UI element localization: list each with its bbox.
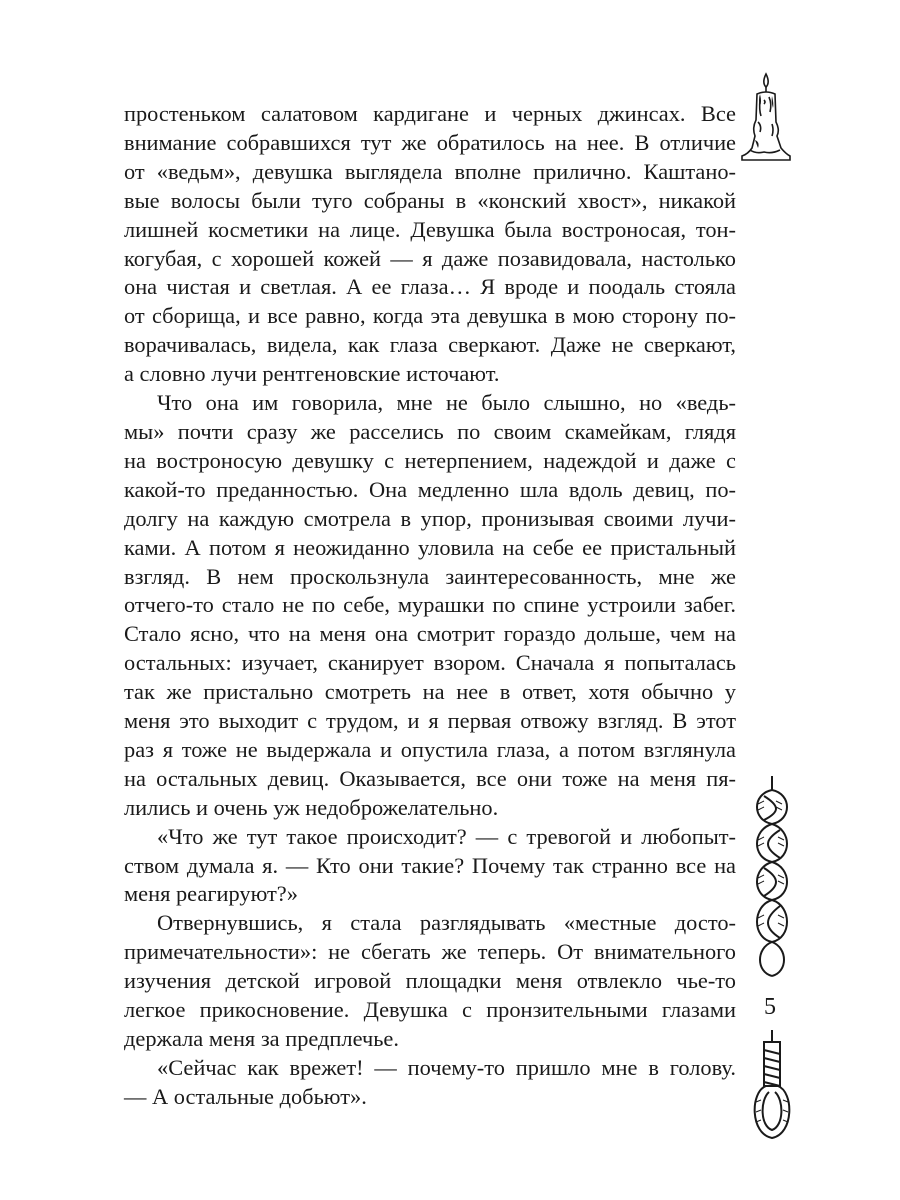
text-line: отчего-то стало не по себе, мурашки по спине устроили забег.: [124, 592, 736, 618]
text-line: простеньком салатовом кардигане и черных джинсах. Все: [124, 101, 736, 126]
text-line: ками. А потом я неожиданно уловила на себе ее пристальный: [124, 534, 736, 560]
text-line: на востроносую девушку с нетерпением, надеждой и даже с: [124, 447, 736, 473]
text-line: долгу на каждую смотрела в упор, пронизывая своими лучи-: [124, 505, 736, 531]
text-line: меня реагируют?»: [124, 881, 298, 907]
text-line: Стало ясно, что на меня она смотрит гораздо дольше, чем на: [124, 621, 736, 647]
body-text: [124, 100, 736, 1112]
text-line: от «ведьм», девушка выглядела вполне прилично. Каштано-: [124, 158, 736, 184]
text-line: раз я тоже не выдержала и опустила глаза, а потом взглянула: [124, 736, 736, 762]
text-line: когубая, с хорошей кожей — я даже позавидовала, настолько: [124, 245, 736, 271]
text-line: мы» почти сразу же расселись по своим скамейкам, глядя: [124, 418, 736, 444]
text-line: какой-то преданностью. Она медленно шла вдоль девиц, по-: [124, 476, 736, 502]
text-line: а словно лучи рентгеновские источают.: [124, 361, 500, 387]
text-line: лишней косметики на лице. Девушка была востроносая, тон-: [124, 216, 736, 242]
text-line: ством думала я. — Кто они такие? Почему так странно все на: [124, 852, 736, 878]
text-line: «Сейчас как врежет! — почему-то пришло мне в голову.: [157, 1054, 736, 1080]
text-line: внимание собравшихся тут же обратилось на нее. В отличие: [124, 129, 736, 155]
text-line: Что она им говорила, мне не было слышно, но «ведь-: [157, 390, 736, 416]
page-number: 5: [764, 994, 776, 1020]
rope-noose-icon: [748, 1030, 796, 1142]
candle-icon: [736, 70, 796, 166]
text-line: она чистая и светлая. А ее глаза… Я вроде и поодаль стояла: [124, 274, 736, 300]
paragraph: [124, 1054, 736, 1112]
paragraph: [124, 389, 736, 823]
text-line: изучения детской игровой площадки меня отвлекло чье-то: [124, 968, 736, 994]
text-line: так же пристально смотреть на нее в ответ, хотя обычно у: [124, 679, 736, 705]
paragraph: [124, 909, 736, 1054]
text-line: — А остальные добьют».: [124, 1083, 367, 1109]
text-line: остальных: изучает, сканирует взором. Сначала я попыталась: [124, 650, 736, 676]
text-line: на остальных девиц. Оказывается, все они тоже на меня пя-: [124, 765, 736, 791]
text-line: от сборища, и все равно, когда эта девушка в мою сторону по-: [124, 303, 736, 329]
text-line: Отвернувшись, я стала разглядывать «местные досто-: [157, 910, 736, 936]
text-line: «Что же тут такое происходит? — с тревогой и любопыт-: [157, 823, 736, 849]
text-line: меня это выходит с трудом, и я первая отвожу взгляд. В этот: [124, 708, 736, 734]
rope-knot-icon: [742, 776, 802, 988]
text-line: вые волосы были туго собраны в «конский хвост», никакой: [124, 187, 736, 213]
text-line: держала меня за предплечье.: [124, 1026, 399, 1051]
paragraph: [124, 823, 736, 910]
text-line: ворачивалась, видела, как глаза сверкают. Даже не сверкают,: [124, 332, 736, 358]
text-line: взгляд. В нем проскользнула заинтересованность, мне же: [124, 563, 736, 589]
text-line: примечательности»: не сбегать же теперь. От внимательного: [124, 939, 736, 965]
text-line: лились и очень уж недоброжелательно.: [124, 794, 499, 820]
text-line: легкое прикосновение. Девушка с пронзительными глазами: [124, 997, 736, 1023]
paragraph: [124, 100, 736, 389]
